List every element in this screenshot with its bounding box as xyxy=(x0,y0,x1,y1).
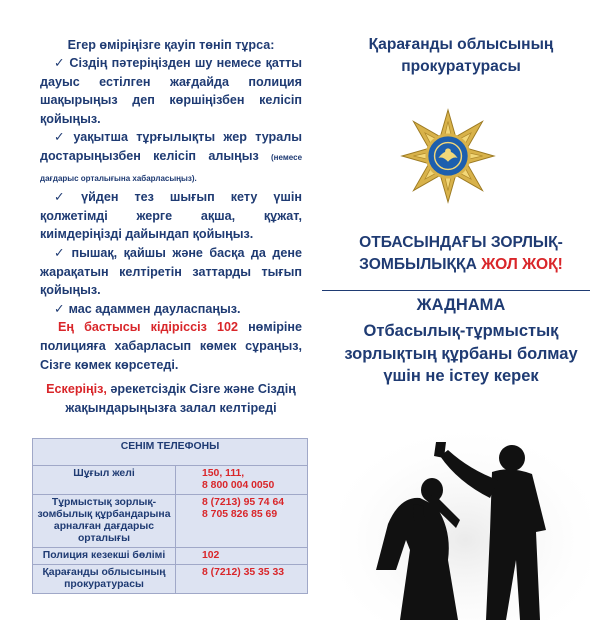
hotline-label: Тұрмыстық зорлық-зомбылық құрбандарына арналған дағдарыс орталығы xyxy=(33,495,176,548)
advice-column xyxy=(40,38,302,417)
organization-name: Қарағанды облысының прокуратурасы xyxy=(368,36,554,75)
warning-note xyxy=(40,380,302,417)
check-icon: ✓ xyxy=(54,130,70,145)
campaign-headline: ОТБАСЫНДАҒЫ ЗОРЛЫҚ- ЗОМБЫЛЫҚҚА ЖОЛ ЖОҚ! xyxy=(359,234,563,273)
advice-item xyxy=(40,244,302,300)
hotline-label: Қарағанды облысының прокуратурасы xyxy=(33,565,176,594)
warning-text: әрекетсіздік Сізге және Сіздің жақындарыңызға залал келтіреді xyxy=(65,382,296,415)
check-icon: ✓ xyxy=(54,56,66,70)
divider xyxy=(322,290,590,291)
check-icon: ✓ xyxy=(54,245,68,260)
memo-title: ЖАДНАМА xyxy=(416,296,506,314)
headline-highlight: ЖОЛ ЖОҚ! xyxy=(481,256,563,273)
advice-text: мас адаммен дауласпаңыз. xyxy=(68,301,241,316)
hotline-number: 8 (7212) 35 35 33 xyxy=(176,565,308,594)
memo-subtitle: Отбасылық-тұрмыстық зорлықтың құрбаны болмау үшін не істеу керек xyxy=(344,322,578,385)
call-102-text: нөміріне полицияға хабарласып көмек сұраңыз, Сізге көмек көрсетеді. xyxy=(40,320,302,372)
call-102-note xyxy=(40,318,302,374)
check-icon: ✓ xyxy=(54,190,78,205)
table-row xyxy=(33,495,308,548)
advice-item xyxy=(40,54,302,128)
hotline-number: 150, 111, 8 800 004 0050 xyxy=(176,466,308,495)
hotline-number: 102 xyxy=(176,548,308,565)
advice-item xyxy=(40,188,302,244)
advice-text: пышақ, қайшы және басқа да дене жарақатын келтіретін заттарды тығып қойыңыз. xyxy=(40,245,302,298)
call-102-highlight: Ең бастысы кідіріссіз 102 xyxy=(58,320,238,335)
advice-note: (немесе дағдарыс орталығына хабарласыңыз). xyxy=(40,152,303,183)
warning-highlight: Ескеріңіз, xyxy=(46,382,107,397)
advice-item xyxy=(40,128,302,188)
hotline-label: Шұғыл желі xyxy=(33,466,176,495)
hotline-label: Полиция кезекші бөлімі xyxy=(33,548,176,565)
hotline-table xyxy=(32,438,308,594)
hotline-number: 8 (7213) 95 74 64 8 705 826 85 69 xyxy=(176,495,308,548)
table-row xyxy=(33,466,308,495)
table-row xyxy=(33,548,308,565)
table-row xyxy=(33,565,308,594)
check-icon: ✓ xyxy=(54,301,65,316)
intro-heading: Егер өміріңізге қауіп төніп тұрса: xyxy=(67,38,275,52)
advice-item xyxy=(40,300,302,319)
advice-text: Сіздің пәтеріңізден шу немесе қатты дауыс естілген жағдайда полиция шақырыңыз деп көршіңізбен келісіп қойыңыз. xyxy=(40,56,302,126)
advice-text: уақытша тұрғылықты жер туралы достарыңызбен келісіп алыңыз xyxy=(40,130,302,163)
hotline-table-header: СЕНІМ ТЕЛЕФОНЫ xyxy=(33,439,308,466)
prosecutor-star-emblem-icon xyxy=(400,108,496,204)
domestic-violence-silhouette-icon xyxy=(340,420,590,620)
advice-text: үйден тез шығып кету үшін қолжетімді жерге ақша, құжат, киімдеріңізді дайындап қойыңыз. xyxy=(40,190,302,242)
